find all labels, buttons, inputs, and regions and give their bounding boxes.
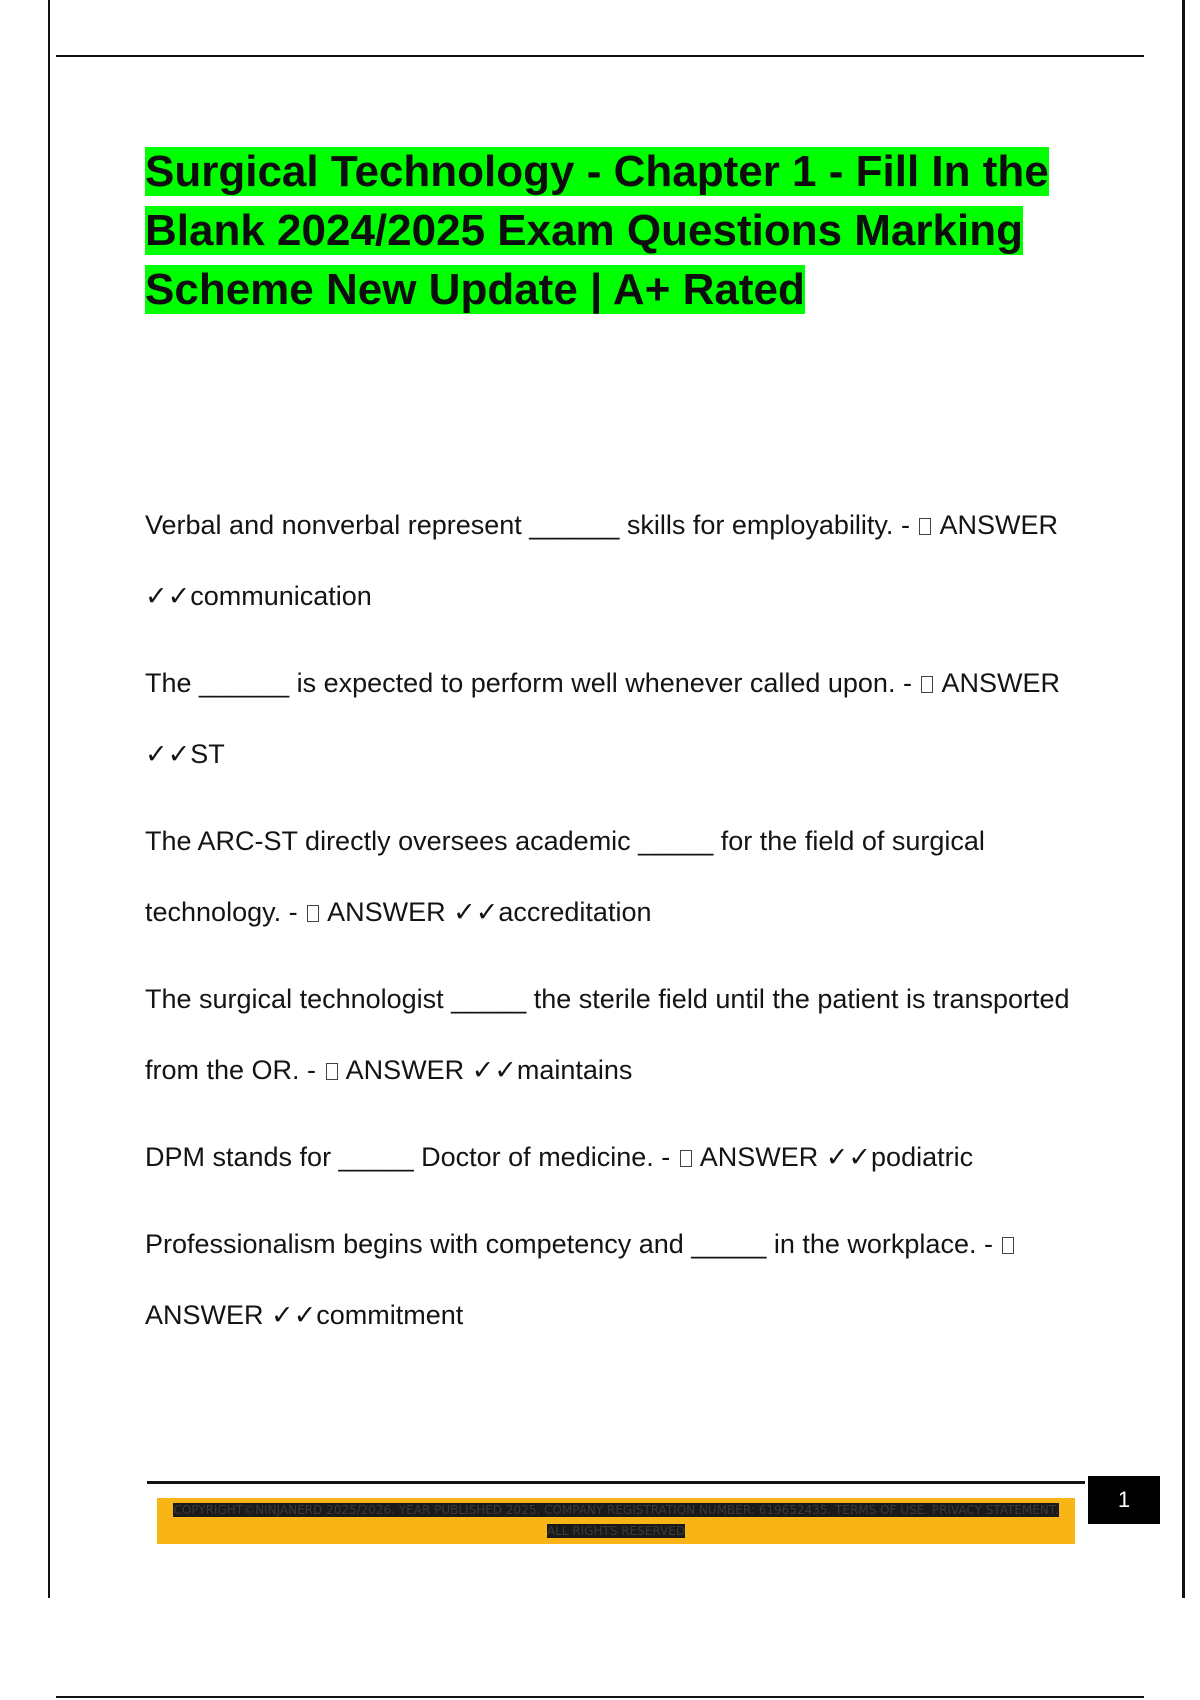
- answer-text: accreditation: [498, 897, 652, 927]
- answer-label: ANSWER ✓✓: [345, 1055, 517, 1085]
- footer-copyright: [170, 1500, 1062, 1542]
- answer-label: ANSWER ✓✓: [699, 1142, 872, 1172]
- missing-glyph-icon: [1002, 1237, 1014, 1254]
- answer-label: ANSWER ✓✓: [145, 1300, 317, 1330]
- question-item: The ARC-ST directly oversees academic _____ for the field of surgical technology. - ANSWER ✓✓accreditation: [145, 826, 985, 927]
- answer-label: ANSWER ✓✓: [327, 897, 499, 927]
- page-frame-right-border: [1182, 0, 1185, 1598]
- answer-text: ST: [190, 739, 225, 769]
- next-page-top-rule: [56, 1696, 1144, 1698]
- question-item: DPM stands for _____ Doctor of medicine. - ANSWER ✓✓podiatric: [145, 1142, 974, 1172]
- question-item: The ______ is expected to perform well whenever called upon. - ANSWER ✓✓ST: [145, 668, 1060, 769]
- missing-glyph-icon: [326, 1063, 338, 1080]
- header-rule: [56, 55, 1144, 57]
- question-text: The ARC-ST directly oversees academic _____ for the field of surgical technology.: [145, 826, 985, 927]
- footer-rule: [147, 1481, 1085, 1484]
- question-item: The surgical technologist _____ the sterile field until the patient is transported from the OR. - ANSWER ✓✓maintains: [145, 984, 1070, 1085]
- question-text: DPM stands for _____ Doctor of medicine.: [145, 1142, 654, 1172]
- question-text: Professionalism begins with competency and _____ in the workplace.: [145, 1229, 977, 1259]
- answer-label: ANSWER ✓✓: [145, 510, 1058, 611]
- question-text: Verbal and nonverbal represent ______ skills for employability.: [145, 510, 894, 540]
- question-text: The surgical technologist _____ the sterile field until the patient is transported from the OR.: [145, 984, 1070, 1085]
- footer-copyright-text: COPYRIGHT©NINJANERD 2025/2026. YEAR PUBLISHED 2025. COMPANY REGISTRATION NUMBER: 619652435. TERMS OF USE. PRIVACY STATEMENT. ALL RIGHTS RESERVED: [173, 1503, 1059, 1538]
- question-item: Professionalism begins with competency and _____ in the workplace. - ANSWER ✓✓commitment: [145, 1209, 1085, 1351]
- page-number: 1: [1117, 1487, 1131, 1512]
- answer-text: podiatric: [871, 1142, 974, 1172]
- question-text: The ______ is expected to perform well whenever called upon.: [145, 668, 896, 698]
- question-list: [145, 490, 1085, 1367]
- answer-text: communication: [190, 581, 372, 611]
- missing-glyph-icon: [921, 676, 933, 693]
- document-title-text: Surgical Technology - Chapter 1 - Fill In the Blank 2024/2025 Exam Questions Marking Scheme New Update | A+ Rated: [145, 147, 1049, 314]
- document-title: [145, 142, 1145, 319]
- question-item: Verbal and nonverbal represent ______ skills for employability. - ANSWER ✓✓communication: [145, 510, 1058, 611]
- answer-text: maintains: [516, 1055, 633, 1085]
- missing-glyph-icon: [680, 1150, 692, 1167]
- page-number-box: [1088, 1476, 1160, 1524]
- page-frame-left-border: [48, 0, 50, 1598]
- answer-text: commitment: [316, 1300, 464, 1330]
- missing-glyph-icon: [919, 518, 931, 535]
- answer-label: ANSWER ✓✓: [145, 668, 1060, 769]
- missing-glyph-icon: [307, 905, 319, 922]
